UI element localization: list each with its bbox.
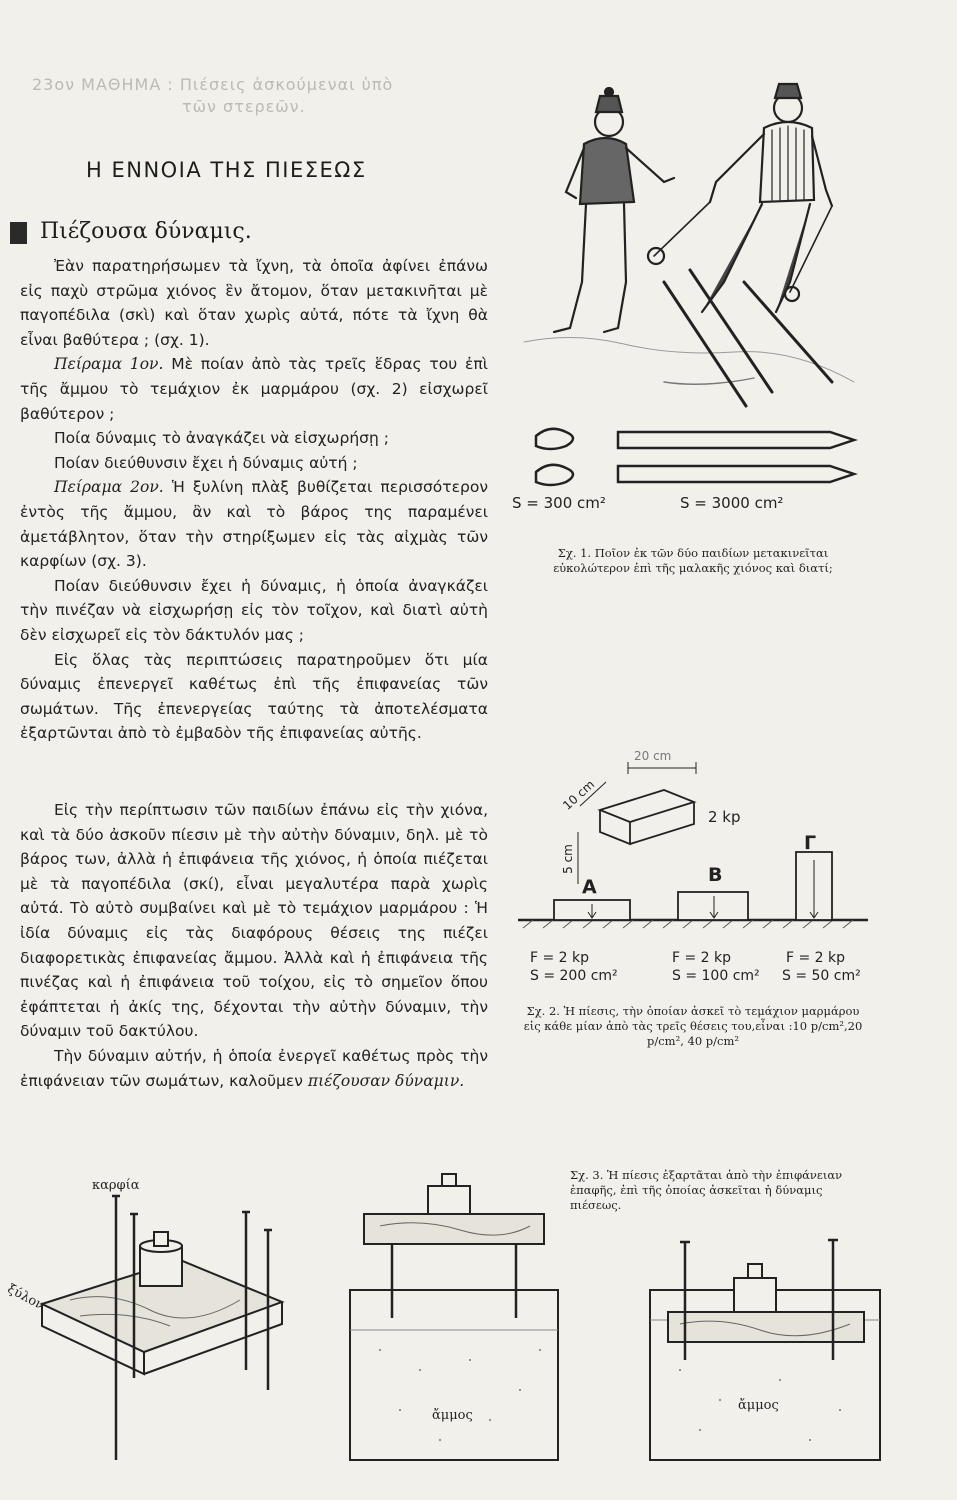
figure-3-caption: Σχ. 3. Ἡ πίεσις ἐξαρτᾶται ἀπὸ τὴν ἐπιφάνειαν ἐπαφῆς, ἐπὶ τῆς ὁποίας ἀσκεῖται ἡ δύναμις πιέσεως. — [570, 1168, 843, 1212]
experiment-1-label: Πείραμα 1ον. — [54, 355, 164, 374]
g-area-label: S = 50 cm² — [782, 968, 861, 984]
section-marker — [10, 222, 27, 244]
paragraph-6: Ποίαν διεύθυνσιν ἔχει ἡ δύναμις, ἡ ὁποία ἀναγκάζει τὴν πινέζαν νὰ εἰσχωρήσῃ εἰς τὸν τοῖχον, καὶ διατὶ αὐτὴ δὲν εἰσχωρεῖ εἰς τὸν δάκτυλόν μας ; — [20, 576, 488, 644]
ski-shape — [618, 432, 854, 448]
page-title: Η ΕΝΝΟΙΑ ΤΗΣ ΠΙΕΣΕΩΣ — [86, 158, 367, 182]
paragraph-2-text: Μὲ ποίαν ἀπὸ τὰς τρεῖς ἕδρας του ἐπὶ τῆς ἄμμου τὸ τεμάχιον ἐκ μαρμάρου (σχ. 2) εἰσχωρεῖ βαθύτερον ; — [20, 355, 488, 423]
paragraph-7: Εἰς ὅλας τὰς περιπτώσεις παρατηροῦμεν ὅτι μία δύναμις ἐπενεργεῖ καθέτως ἐπὶ τῆς ἐπιφανείας τῶν σωμάτων. Τῆς ἐπενεργείας ταύτης τὰ ἀποτελέσματα ἐξαρτῶνται ἀπὸ τὸ ἐμβαδὸν τῆς ἐπιφανείας αὐτῆς. — [20, 650, 488, 743]
dim-20cm-label: 20 cm — [634, 749, 672, 763]
paragraph-5-text: Ἡ ξυλίνη πλὰξ βυθίζεται περισσότερον ἐντὸς τῆς ἄμμου, ἂν καὶ τὸ βάρος της παραμένει ἀμετάβλητον, ὅταν τὴν στηρίξωμεν εἰς τὰς αἰχμὰς τῶν καρφίων (σχ. 3). — [20, 478, 488, 571]
lesson-header — [32, 74, 452, 118]
b-area-label: S = 100 cm² — [672, 968, 760, 984]
wood-label: ξύλον — [4, 1281, 47, 1314]
sand-label-1: ἄμμος — [432, 1408, 473, 1423]
block-b-label: Β — [708, 864, 723, 886]
paragraph-9 — [20, 1044, 488, 1093]
block-g-label: Γ — [804, 832, 817, 854]
a-force-label: F = 2 kp — [530, 950, 590, 966]
paragraph-9-text: Τὴν δύναμιν αὐτήν, ἡ ὁποία ἐνεργεῖ καθέτως πρὸς τὴν ἐπιφάνειαν τῶν σωμάτων, καλοῦμεν — [20, 1046, 488, 1090]
pressing-force-term: πιέζουσαν δύναμιν. — [307, 1071, 465, 1090]
paragraph-1: Ἐὰν παρατηρήσωμεν τὰ ἴχνη, τὰ ὁποῖα ἀφίνει ἐπάνω εἰς παχὺ στρῶμα χιόνος ἓν ἄτομον, ὅταν μετακινῆται μὲ παγοπέδιλα (σκὶ) καὶ ὅταν χωρὶς αὐτά, πότε τὰ ἴχνη θὰ εἶναι βαθύτερα ; (σχ. 1). — [20, 257, 488, 349]
block-a-label: Α — [582, 876, 597, 898]
footprint-shape — [536, 429, 573, 449]
a-area-label: S = 200 cm² — [530, 968, 618, 984]
lesson-header-line2: τῶν στερεῶν. — [182, 97, 306, 116]
nails-label: καρφία — [92, 1178, 140, 1193]
experiment-2-label: Πείραμα 2ον. — [54, 478, 164, 497]
b-force-label: F = 2 kp — [672, 950, 732, 966]
footprint-shape — [536, 465, 573, 485]
figure-2-caption: Σχ. 2. Ἡ πίεσις, τὴν ὁποίαν ἀσκεῖ τὸ τεμάχιον μαρμάρου εἰς κάθε μίαν ἀπὸ τὰς τρεῖς θέσεις του,εἶναι :10 p/cm²,20 p/cm², 40 p/cm² — [523, 1004, 863, 1048]
figure-1-skiers — [514, 82, 858, 414]
body-text-2 — [20, 798, 488, 1093]
figure-1-caption: Σχ. 1. Ποῖον ἐκ τῶν δύο παιδίων μετακινεῖται εὐκολώτερον ἐπὶ τῆς μαλακῆς χιόνος καὶ διατί; — [553, 546, 833, 575]
paragraph-2 — [20, 352, 488, 426]
paragraph-5 — [20, 475, 488, 573]
section-heading: Πιέζουσα δύναμις. — [40, 219, 252, 244]
paragraph-8: Εἰς τὴν περίπτωσιν τῶν παιδίων ἐπάνω εἰς τὴν χιόνα, καὶ τὰ δύο ἀσκοῦν πίεσιν μὲ τὴν αὐτὴν δύναμιν, δηλ. μὲ τὸ βάρος των, ἀλλὰ ἡ ἐπιφάνεια τῆς χιόνος, ἡ ὁποία πιέζεται μὲ τὰ παγοπέδιλα (σκί), εἶναι μεγαλυτέρα παρὰ χωρὶς αὐτά. Τὸ αὐτὸ συμβαίνει καὶ μὲ τὸ τεμάχιον μαρμάρου : Ἡ ἰδία δύναμις εἰς τὰς διαφόρους θέσεις της πιέζει διαφορετικὰς ἐπιφανείας ἄμμου. Ἀλλὰ καὶ ἡ ἐπιφάνεια τῆς πινέζας καὶ ἡ ἐπιφάνεια τοῦ τοίχου, εἰς τὸ σημεῖον ὅπου ἐφάπτεται ἡ ἀκίς της, δέχονται τὴν αὐτὴν δύναμιν, τὴν δύναμιν τοῦ δακτύλου. — [20, 801, 488, 1041]
lesson-header-line1: 23ον ΜΑΘΗΜΑ : Πιέσεις ἀσκούμεναι ὑπὸ — [32, 75, 394, 94]
dim-5cm-label: 5 cm — [560, 844, 575, 874]
g-force-label: F = 2 kp — [786, 950, 846, 966]
ski-shape — [618, 466, 854, 482]
area-large-label: S = 3000 cm² — [680, 494, 784, 512]
body-text-1 — [20, 254, 488, 746]
sand-label-2: ἄμμος — [738, 1398, 779, 1413]
dim-10cm-label: 10 cm — [560, 777, 598, 813]
paragraph-3: Ποία δύναμις τὸ ἀναγκάζει νὰ εἰσχωρήσῃ ; — [54, 429, 389, 448]
area-small-label: S = 300 cm² — [512, 494, 606, 512]
weight-label: 2 kp — [708, 808, 741, 826]
paragraph-4: Ποίαν διεύθυνσιν ἔχει ἡ δύναμις αὐτή ; — [54, 453, 358, 472]
